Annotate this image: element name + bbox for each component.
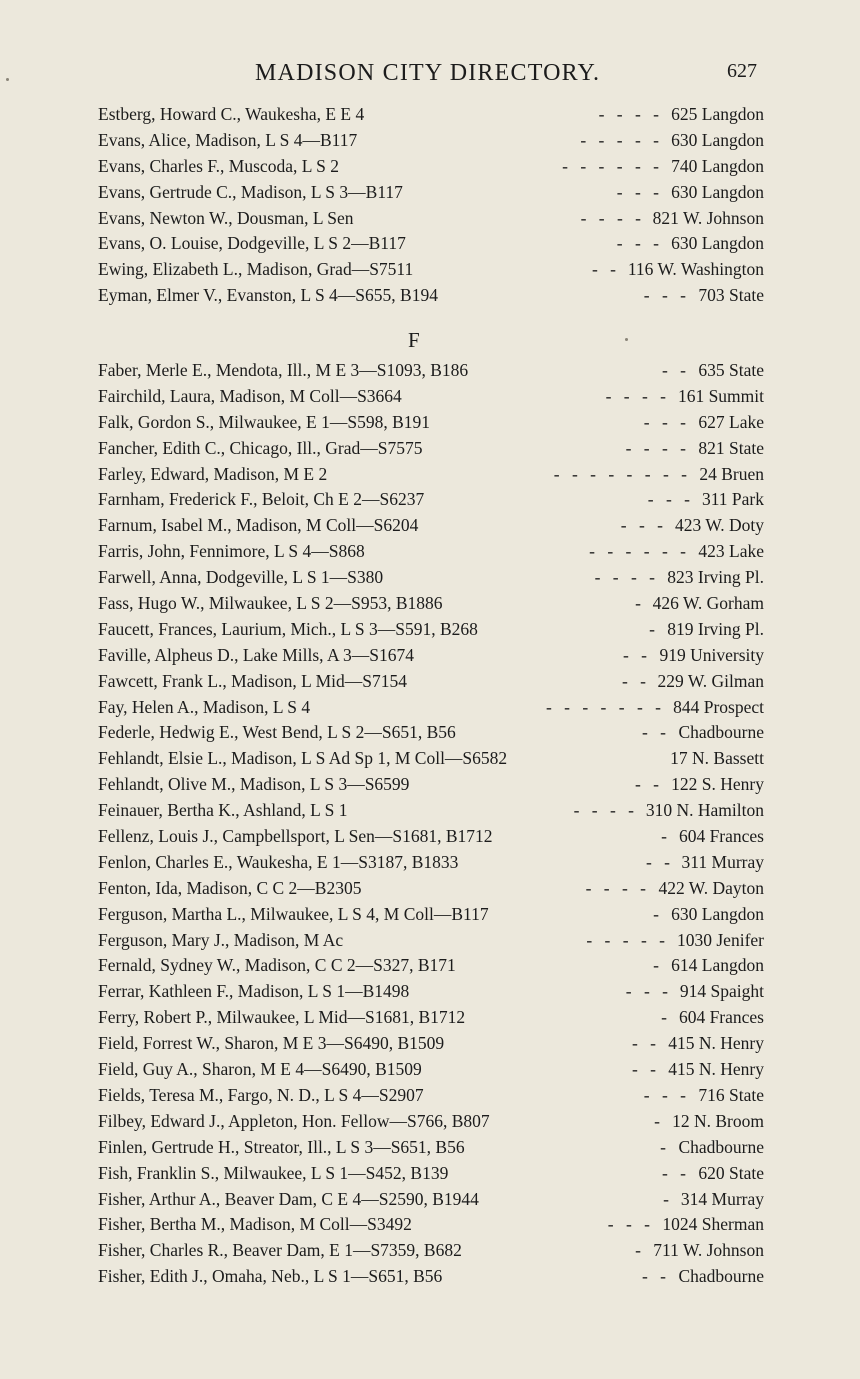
print-speck xyxy=(625,338,628,341)
entry-name: Field, Forrest W., Sharon, M E 3—S6490, B1509 xyxy=(98,1033,445,1054)
entries-list-f xyxy=(98,358,764,1290)
entry-name: Ewing, Elizabeth L., Madison, Grad—S7511 xyxy=(98,259,414,280)
entry-leaders: - - - xyxy=(643,285,690,306)
entry-address: 311 Park xyxy=(701,489,764,510)
entry-address: 819 Irving Pl. xyxy=(667,618,764,639)
entry-address: Chadbourne xyxy=(678,722,764,743)
entry-name: Evans, Newton W., Dousman, L Sen xyxy=(98,207,354,228)
entry-leaders: - - xyxy=(641,722,670,743)
entry-name: Fish, Franklin S., Milwaukee, L S 1—S452, B139 xyxy=(98,1162,449,1183)
entry-leaders: - - - - - - - - xyxy=(553,463,691,484)
directory-entry xyxy=(98,358,764,384)
entry-address: 625 Langdon xyxy=(671,104,764,124)
page-number: 627 xyxy=(727,60,757,82)
entry-address: 627 Lake xyxy=(698,411,764,432)
entry-name: Fehlandt, Olive M., Madison, L S 3—S6599 xyxy=(98,774,410,795)
entry-address: 116 W. Washington xyxy=(627,259,764,280)
entry-leaders: - - - - xyxy=(580,207,645,228)
entry-leaders: - - - - xyxy=(585,877,650,898)
entry-leaders: - - - xyxy=(620,515,667,536)
entry-leaders: - - xyxy=(645,851,674,872)
entries-list-e xyxy=(98,102,764,309)
entry-name: Fairchild, Laura, Madison, M Coll—S3664 xyxy=(98,385,402,406)
directory-entry xyxy=(98,824,764,850)
entry-leaders: - - - xyxy=(643,1084,690,1105)
entry-address: 229 W. Gilman xyxy=(657,670,764,691)
entry-leaders: - - - - xyxy=(573,800,638,821)
entry-leaders: - xyxy=(635,593,645,614)
entry-address: 415 N. Henry xyxy=(668,1059,764,1080)
directory-entry xyxy=(98,902,764,928)
entry-leaders: - - - xyxy=(607,1214,654,1235)
entry-address: 604 Frances xyxy=(678,826,764,847)
entry-name: Fay, Helen A., Madison, L S 4 xyxy=(98,696,311,717)
entry-leaders: - - xyxy=(634,774,663,795)
entry-name: Fenton, Ida, Madison, C C 2—B2305 xyxy=(98,877,362,898)
entry-name: Fellenz, Louis J., Campbellsport, L Sen—S1681, B1712 xyxy=(98,826,493,847)
entry-address: 635 State xyxy=(698,360,764,380)
entry-name: Filbey, Edward J., Appleton, Hon. Fellow—S766, B807 xyxy=(98,1110,490,1131)
entry-address: 12 N. Broom xyxy=(672,1110,764,1131)
directory-entry xyxy=(98,410,764,436)
entry-name: Fields, Teresa M., Fargo, N. D., L S 4—S2907 xyxy=(98,1084,424,1105)
entry-name: Faville, Alpheus D., Lake Mills, A 3—S1674 xyxy=(98,644,414,665)
directory-entry xyxy=(98,539,764,565)
entry-address: 415 N. Henry xyxy=(668,1033,764,1054)
directory-entry xyxy=(98,953,764,979)
entry-address: 314 Murray xyxy=(680,1188,764,1209)
directory-entry xyxy=(98,746,764,772)
directory-entry xyxy=(98,257,764,283)
entry-leaders: - - xyxy=(661,1162,690,1183)
entry-name: Evans, Charles F., Muscoda, L S 2 xyxy=(98,155,339,176)
directory-entry xyxy=(98,643,764,669)
entry-name: Federle, Hedwig E., West Bend, L S 2—S651, B56 xyxy=(98,722,456,743)
entry-name: Evans, Alice, Madison, L S 4—B117 xyxy=(98,129,358,150)
entry-address: 630 Langdon xyxy=(671,129,764,150)
entry-name: Ferguson, Mary J., Madison, M Ac xyxy=(98,929,344,950)
entry-name: Fawcett, Frank L., Madison, L Mid—S7154 xyxy=(98,670,407,691)
entry-name: Fisher, Edith J., Omaha, Neb., L S 1—S651, B56 xyxy=(98,1266,443,1287)
directory-entry xyxy=(98,128,764,154)
directory-entry xyxy=(98,591,764,617)
entry-name: Feinauer, Bertha K., Ashland, L S 1 xyxy=(98,800,348,821)
entry-leaders: - - xyxy=(661,360,690,380)
directory-entry xyxy=(98,102,764,128)
entry-name: Farris, John, Fennimore, L S 4—S868 xyxy=(98,541,365,562)
entry-leaders: - xyxy=(653,903,663,924)
entry-address: 821 W. Johnson xyxy=(652,207,764,228)
entry-leaders: - - - xyxy=(625,981,672,1002)
entry-name: Fass, Hugo W., Milwaukee, L S 2—S953, B1886 xyxy=(98,593,443,614)
entry-name: Ferrar, Kathleen F., Madison, L S 1—B1498 xyxy=(98,981,410,1002)
entry-address: 17 N. Bassett xyxy=(670,748,764,769)
entry-leaders: - - xyxy=(621,670,650,691)
entry-address: 24 Bruen xyxy=(699,463,764,484)
entry-leaders: - - - - - - - xyxy=(545,696,665,717)
directory-entry xyxy=(98,565,764,591)
entry-address: 422 W. Dayton xyxy=(658,877,764,898)
entry-leaders: - - - xyxy=(643,411,690,432)
running-head xyxy=(0,58,860,92)
directory-entry xyxy=(98,231,764,257)
entry-address: 122 S. Henry xyxy=(671,774,764,795)
directory-entry xyxy=(98,384,764,410)
entry-address: 311 Murray xyxy=(681,851,764,872)
entry-address: 711 W. Johnson xyxy=(653,1240,764,1261)
entry-name: Fisher, Charles R., Beaver Dam, E 1—S7359, B682 xyxy=(98,1240,462,1261)
entry-leaders: - xyxy=(654,1110,664,1131)
entry-name: Falk, Gordon S., Milwaukee, E 1—S598, B191 xyxy=(98,411,431,432)
directory-entry xyxy=(98,1135,764,1161)
entry-address: 630 Langdon xyxy=(671,181,764,202)
entry-address: 423 Lake xyxy=(698,541,764,562)
entry-name: Fenlon, Charles E., Waukesha, E 1—S3187, B1833 xyxy=(98,851,459,872)
entry-address: 630 Langdon xyxy=(671,903,764,924)
directory-entry xyxy=(98,669,764,695)
entry-name: Evans, Gertrude C., Madison, L S 3—B117 xyxy=(98,181,403,202)
directory-entry xyxy=(98,798,764,824)
entry-name: Field, Guy A., Sharon, M E 4—S6490, B1509 xyxy=(98,1059,422,1080)
entry-address: Chadbourne xyxy=(678,1266,764,1287)
directory-entry xyxy=(98,850,764,876)
entry-name: Ferry, Robert P., Milwaukee, L Mid—S1681, B1712 xyxy=(98,1007,466,1028)
entry-leaders: - - xyxy=(631,1059,660,1080)
entry-name: Fisher, Arthur A., Beaver Dam, C E 4—S2590, B1944 xyxy=(98,1188,479,1209)
directory-entry xyxy=(98,283,764,309)
section-letter-heading: F xyxy=(408,328,420,352)
directory-entry xyxy=(98,695,764,721)
entry-leaders: - - xyxy=(631,1033,660,1054)
directory-entry xyxy=(98,1212,764,1238)
entry-leaders: - - - - xyxy=(594,567,659,588)
entry-address: 310 N. Hamilton xyxy=(645,800,764,821)
directory-entry xyxy=(98,180,764,206)
entry-address: 821 State xyxy=(698,437,764,458)
entry-leaders: - xyxy=(663,1188,673,1209)
directory-entry xyxy=(98,720,764,746)
entry-name: Fancher, Edith C., Chicago, Ill., Grad—S7575 xyxy=(98,437,423,458)
entry-leaders: - - - xyxy=(647,489,694,510)
directory-entry xyxy=(98,1264,764,1290)
entry-address: 161 Summit xyxy=(677,385,764,406)
entry-leaders: - - - - - - xyxy=(562,155,663,176)
entry-name: Farnham, Frederick F., Beloit, Ch E 2—S6237 xyxy=(98,489,425,510)
directory-entry xyxy=(98,772,764,798)
entry-address: 604 Frances xyxy=(678,1007,764,1028)
entry-address: 1030 Jenifer xyxy=(677,929,764,950)
directory-entry xyxy=(98,979,764,1005)
entry-address: 844 Prospect xyxy=(673,696,764,717)
entry-name: Faucett, Frances, Laurium, Mich., L S 3—S591, B268 xyxy=(98,618,478,639)
entry-address: 740 Langdon xyxy=(671,155,764,176)
entry-name: Eyman, Elmer V., Evanston, L S 4—S655, B194 xyxy=(98,285,438,306)
entry-name: Fisher, Bertha M., Madison, M Coll—S3492 xyxy=(98,1214,412,1235)
directory-entry xyxy=(98,206,764,232)
directory-entry xyxy=(98,1031,764,1057)
entry-name: Estberg, Howard C., Waukesha, E E 4 xyxy=(98,104,365,124)
entry-leaders: - - xyxy=(591,259,620,280)
directory-entry xyxy=(98,876,764,902)
directory-entry xyxy=(98,1005,764,1031)
entry-leaders: - - - - xyxy=(625,437,690,458)
entry-address: 823 Irving Pl. xyxy=(667,567,764,588)
entry-leaders: - - - xyxy=(616,233,663,254)
entry-name: Fehlandt, Elsie L., Madison, L S Ad Sp 1, M Coll—S6582 xyxy=(98,748,508,769)
entry-leaders: - - - - - - xyxy=(589,541,690,562)
entry-address: 620 State xyxy=(698,1162,764,1183)
entry-name: Farnum, Isabel M., Madison, M Coll—S6204 xyxy=(98,515,419,536)
directory-entry xyxy=(98,1161,764,1187)
entry-address: 716 State xyxy=(698,1084,764,1105)
entry-name: Faber, Merle E., Mendota, Ill., M E 3—S1093, B186 xyxy=(98,360,469,380)
entry-name: Farley, Edward, Madison, M E 2 xyxy=(98,463,328,484)
entry-leaders: - - - - xyxy=(605,385,670,406)
entry-leaders: - - - xyxy=(616,181,663,202)
entry-leaders: - xyxy=(653,955,663,976)
entry-address: 423 W. Doty xyxy=(675,515,764,536)
directory-entry xyxy=(98,928,764,954)
entry-address: 703 State xyxy=(698,285,764,306)
page-title: MADISON CITY DIRECTORY. xyxy=(255,60,601,86)
entry-name: Farwell, Anna, Dodgeville, L S 1—S380 xyxy=(98,567,384,588)
entry-name: Finlen, Gertrude H., Streator, Ill., L S 3—S651, B56 xyxy=(98,1136,465,1157)
entry-address: 630 Langdon xyxy=(671,233,764,254)
directory-entry xyxy=(98,154,764,180)
entry-address: 426 W. Gorham xyxy=(652,593,764,614)
directory-entry xyxy=(98,1083,764,1109)
entry-leaders: - - - - - xyxy=(580,129,663,150)
directory-entry xyxy=(98,1238,764,1264)
directory-entry xyxy=(98,617,764,643)
directory-entry xyxy=(98,436,764,462)
directory-entry xyxy=(98,1057,764,1083)
entry-address: 914 Spaight xyxy=(679,981,764,1002)
entry-name: Evans, O. Louise, Dodgeville, L S 2—B117 xyxy=(98,233,406,254)
print-speck xyxy=(6,78,9,81)
entry-name: Fernald, Sydney W., Madison, C C 2—S327, B171 xyxy=(98,955,456,976)
entry-leaders: - xyxy=(660,1136,670,1157)
entry-leaders: - xyxy=(649,618,659,639)
directory-entry xyxy=(98,1187,764,1213)
entry-leaders: - xyxy=(661,826,671,847)
entry-leaders: - - xyxy=(641,1266,670,1287)
entry-leaders: - xyxy=(635,1240,645,1261)
directory-entry xyxy=(98,462,764,488)
entry-address: 1024 Sherman xyxy=(662,1214,764,1235)
entry-name: Ferguson, Martha L., Milwaukee, L S 4, M Coll—B117 xyxy=(98,903,489,924)
entry-leaders: - - - - xyxy=(598,104,663,124)
entry-address: Chadbourne xyxy=(678,1136,764,1157)
entry-leaders: - xyxy=(661,1007,671,1028)
entry-leaders: - - - - - xyxy=(586,929,669,950)
entry-address: 614 Langdon xyxy=(671,955,764,976)
directory-entry xyxy=(98,487,764,513)
entry-address: 919 University xyxy=(659,644,764,665)
directory-entry xyxy=(98,513,764,539)
directory-entry xyxy=(98,1109,764,1135)
entry-leaders: - - xyxy=(622,644,651,665)
